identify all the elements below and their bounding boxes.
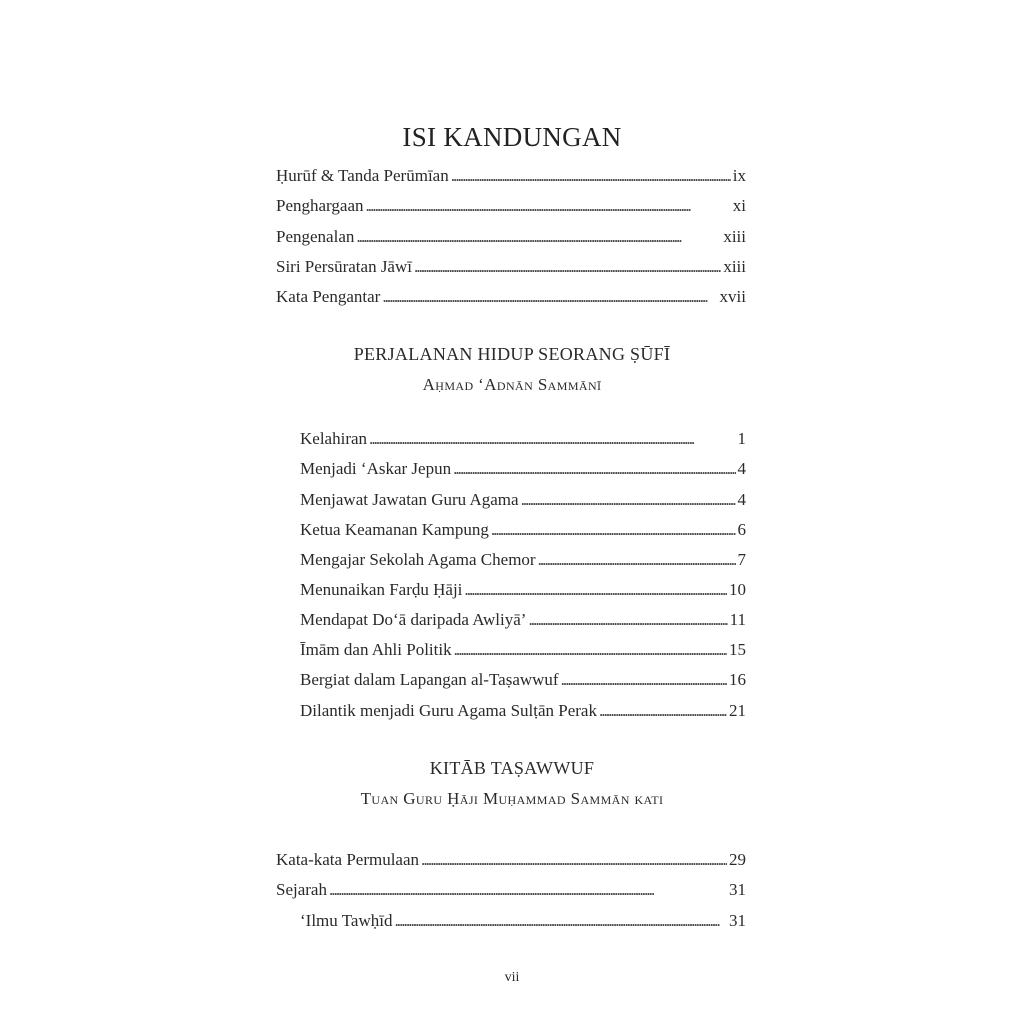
toc-entry-title: Kata Pengantar [276,287,381,306]
dot-leader [464,579,727,601]
toc-entry-title: Mengajar Sekolah Agama Chemor [300,550,536,569]
section-author: Tuan Guru Ḥāji Muḥammad Sammān kati [360,789,664,808]
dot-leader [521,489,736,511]
toc-entry-page: 31 [729,911,746,930]
toc-row-s1-8[interactable] [300,637,746,661]
section-heading: KITĀB TAṢAWWUF [429,758,595,778]
toc-entry-title: Pengenalan [276,227,355,246]
toc-entry-page: 31 [729,880,746,899]
toc-entry-title: Bergiat dalam Lapangan al-Taṣawwuf [300,670,559,689]
toc-entry-page: 6 [737,520,746,539]
toc-entry-title: Dilantik menjadi Guru Agama Sulṭān Perak [300,701,597,720]
dot-leader [454,639,727,661]
toc-row-s1-9[interactable] [300,667,746,691]
toc-entry-title: Kelahiran [300,429,368,448]
section-author: Aḥmad ‘Adnān Sammānī [422,375,602,394]
dot-leader [356,226,721,248]
toc-entry-title: Ḥurūf & Tanda Perūmīan [276,166,449,185]
toc-entry-page: 21 [729,701,746,720]
dot-leader [394,910,727,932]
toc-row-front-2[interactable] [276,193,746,217]
toc-row-s1-4[interactable] [300,517,746,541]
toc-row-front-1[interactable] [276,163,746,187]
dot-leader [421,849,727,871]
dot-leader [599,700,727,722]
toc-entry-page: 29 [729,850,746,869]
toc-entry-title: ‘Ilmu Tawḥīd [300,911,393,930]
toc-row-s1-6[interactable] [300,577,746,601]
toc-entry-title: Sejarah [276,880,327,899]
page-number: vii [504,970,520,985]
toc-row-s2-3[interactable] [300,908,746,932]
toc-entry-title: Ketua Keamanan Kampung [300,520,489,539]
dot-leader [414,256,721,278]
toc-entry-title: Kata-kata Permulaan [276,850,420,869]
dot-leader [561,669,727,691]
toc-entry-title: Īmām dan Ahli Politik [300,640,452,659]
toc-row-front-3[interactable] [276,224,746,248]
toc-entry-page: 15 [729,640,746,659]
toc-entry-page: 16 [729,670,746,689]
toc-entry-page: ix [732,166,746,185]
dot-leader [491,519,736,541]
toc-entry-page: xiii [723,227,746,246]
toc-entry-page: xvii [719,287,746,306]
toc-row-s2-2[interactable] [276,877,746,901]
toc-entry-page: 4 [737,490,746,509]
toc-row-s2-1[interactable] [276,847,746,871]
dot-leader [538,549,736,571]
toc-entry-page: xi [732,196,746,215]
toc-entry-title: Penghargaan [276,196,364,215]
toc-entry-page: 7 [737,550,746,569]
toc-row-s1-7[interactable] [300,607,746,631]
dot-leader [366,195,731,217]
toc-entry-page: 1 [737,429,746,448]
dot-leader [453,458,735,480]
toc-row-s1-2[interactable] [300,456,746,480]
toc-entry-title: Siri Persūratan Jāwī [276,257,412,276]
toc-entry-page: xiii [723,257,746,276]
dot-leader [329,879,727,901]
toc-entry-title: Menunaikan Farḍu Ḥāji [300,580,463,599]
toc-row-front-4[interactable] [276,254,746,278]
dot-leader [451,165,731,187]
toc-row-front-5[interactable] [276,284,746,308]
dot-leader [382,286,717,308]
toc-entry-page: 4 [737,459,746,478]
toc-entry-page: 11 [729,610,746,629]
toc-entry-title: Menjawat Jawatan Guru Agama [300,490,519,509]
dot-leader [528,609,727,631]
page-title: ISI KANDUNGAN [402,122,622,152]
dot-leader [369,428,735,450]
toc-entry-page: 10 [729,580,746,599]
section-heading: PERJALANAN HIDUP SEORANG ṢŪFĪ [353,344,671,364]
toc-entry-title: Menjadi ‘Askar Jepun [300,459,452,478]
toc-row-s1-5[interactable] [300,547,746,571]
toc-row-s1-1[interactable] [300,426,746,450]
toc-row-s1-3[interactable] [300,487,746,511]
toc-row-s1-10[interactable] [300,698,746,722]
toc-entry-title: Mendapat Do‘ā daripada Awliyā’ [300,610,527,629]
